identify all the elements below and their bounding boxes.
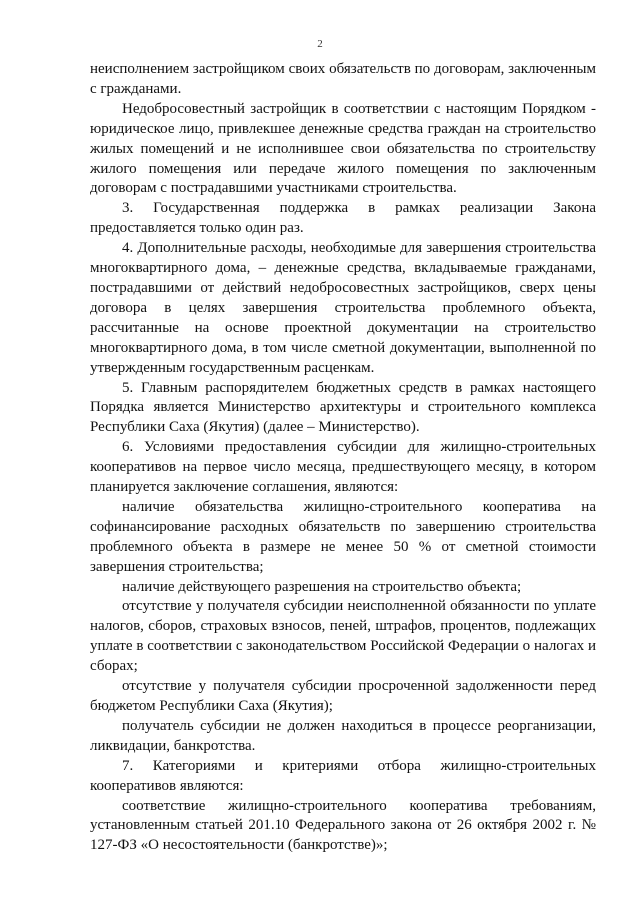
document-body <box>90 60 596 856</box>
page-number: 2 <box>317 38 323 50</box>
paragraph-item-3: 3. Государственная поддержка в рамках реализации Закона предоставляется только один раз. <box>90 200 596 237</box>
paragraph-item-7: 7. Категориями и критериями отбора жилищно-строительных кооперативов являются: <box>90 757 596 794</box>
paragraph-condition-permit: наличие действующего разрешения на строительство объекта; <box>122 578 522 595</box>
paragraph-condition-no-budget-debt: отсутствие у получателя субсидии просроченной задолженности перед бюджетом Республики Саха (Якутия); <box>90 678 596 714</box>
paragraph-item-6: 6. Условиями предоставления субсидии для жилищно-строительных кооперативов на первое число месяца, предшествующего месяцу, в котором планируется заключение соглашения, являются: <box>90 439 596 496</box>
paragraph-condition-no-reorganization: получатель субсидии не должен находиться в процессе реорганизации, ликвидации, банкротства. <box>90 717 596 754</box>
paragraph-item-5: 5. Главным распорядителем бюджетных средств в рамках настоящего Порядка является Министерство архитектуры и строительного комплекса Республики Саха (Якутия) (далее – Министерство). <box>90 379 596 436</box>
paragraph-continuation: неисполнением застройщиком своих обязательств по договорам, заключенным с гражданами. <box>90 61 596 97</box>
paragraph-condition-no-tax-debt: отсутствие у получателя субсидии неисполненной обязанности по уплате налогов, сборов, страховых взносов, пеней, штрафов, процентов, подлежащих уплате в соответствии с законодательством Российской Федерации о налогах и сборах; <box>90 598 596 675</box>
paragraph-condition-cofinancing: наличие обязательства жилищно-строительного кооператива на софинансирование расходных обязательств по завершению строительства проблемного объекта в размере не менее 50 % от сметной стоимости завершения строительства; <box>90 498 596 575</box>
paragraph-item-4: 4. Дополнительные расходы, необходимые для завершения строительства многоквартирного дома, – денежные средства, вкладываемые гражданами, пострадавшими от действий недобросовестных застройщиков, сверх цены договора в целях завершения строительства проблемного объекта, рассчитанные на основе проектной документации на строительство многоквартирного дома, в том числе сметной документации, выполненной по утвержденным государственным расценкам. <box>90 240 596 376</box>
paragraph-criterion-compliance: соответствие жилищно-строительного кооператива требованиям, установленным статьей 201.10 Федерального закона от 26 октября 2002 г. № 127-ФЗ «О несостоятельности (банкротстве)»; <box>90 797 596 854</box>
paragraph-unscrupulous-developer-definition: Недобросовестный застройщик в соответствии с настоящим Порядком - юридическое лицо, привлекшее денежные средства граждан на строительство жилых помещений и не исполнившее свои обязательства по строительству жилого помещения или передаче жилого помещения по заключенным договорам с пострадавшими участниками строительства. <box>90 100 596 197</box>
